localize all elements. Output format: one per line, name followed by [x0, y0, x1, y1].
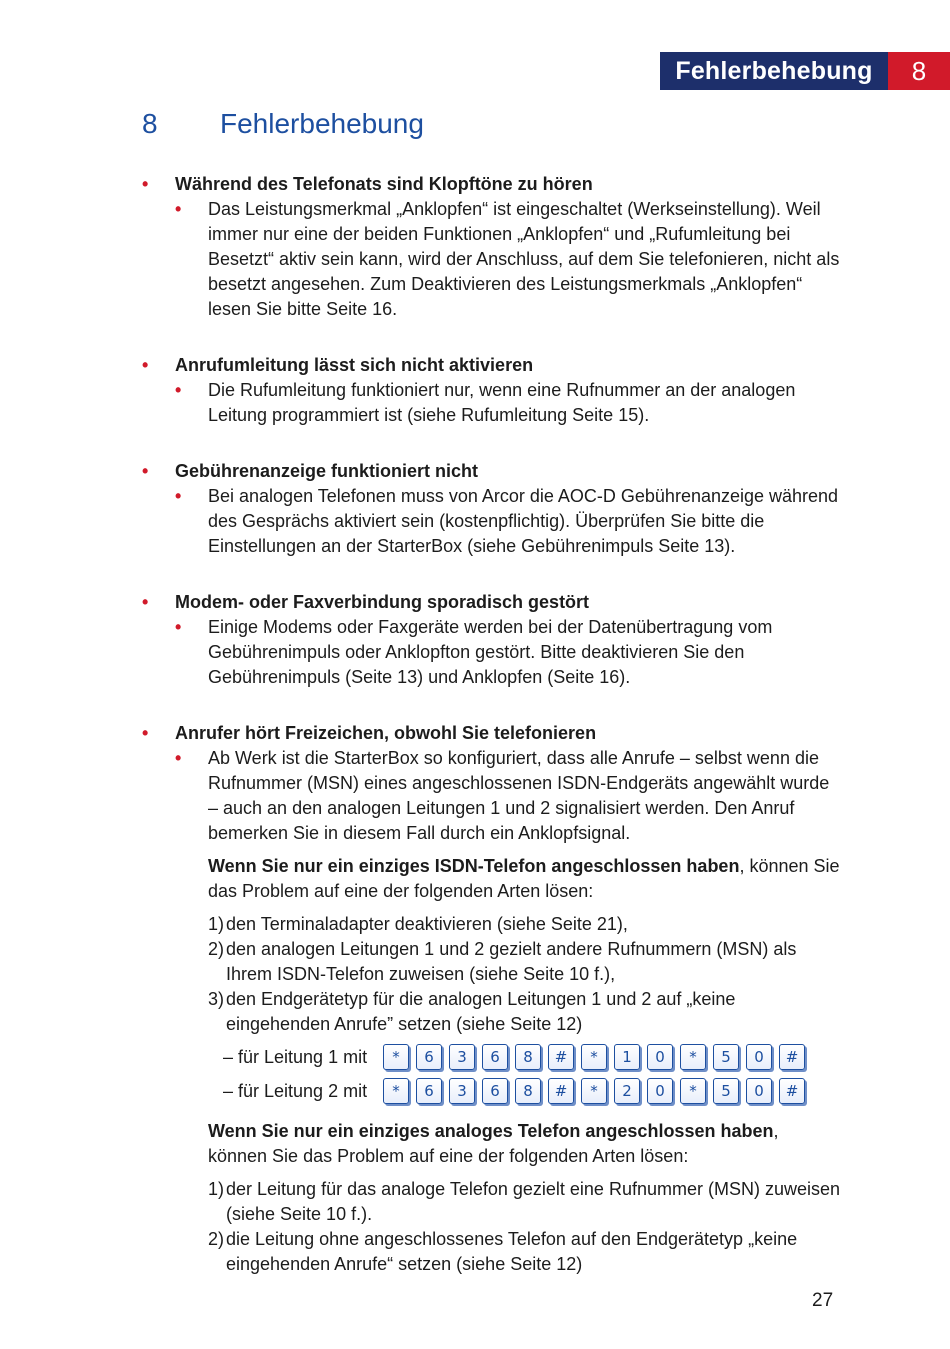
section-1: [142, 172, 842, 322]
key-line-label: – für Leitung 1 mit: [223, 1046, 368, 1067]
keypad-key-icon: 5: [713, 1044, 739, 1070]
section-text: Ab Werk ist die StarterBox so konfiguriert, dass alle Anrufe – selbst wenn die Rufnummer (MSN) eines angeschlossenen ISDN-Endgeräts angewählt wurde – auch an den analogen Leitungen 1 und 2 signalisiert werden. Den Anruf bemerken Sie in diesem Fall durch ein Anklopfsignal.: [208, 748, 830, 843]
keypad-key-icon: 0: [647, 1078, 673, 1104]
step-text: die Leitung ohne angeschlossenes Telefon auf den Endgerätetyp „keine eingehenden Anrufe“ setzen (siehe Seite 12): [226, 1229, 798, 1274]
chapter-header-tab: [660, 52, 950, 90]
header-title: Fehlerbehebung: [660, 52, 888, 90]
key-line-1: [223, 1043, 842, 1071]
keypad-key-icon: *: [680, 1044, 706, 1070]
step-text: den analogen Leitungen 1 und 2 gezielt andere Rufnummern (MSN) als Ihrem ISDN-Telefon zuweisen (siehe Seite 10 f.),: [226, 939, 797, 984]
step-number: 1): [208, 914, 225, 934]
bullet-icon: •: [142, 174, 149, 194]
section-text: Bei analogen Telefonen muss von Arcor die AOC-D Gebührenanzeige während des Gesprächs aktiviert sein (kostenpflichtig). Überprüfen Sie bitte die Einstellungen an der StarterBox (siehe Gebührenimpuls Seite 13).: [208, 486, 839, 556]
bullet-icon: •: [142, 355, 149, 375]
section-text: Die Rufumleitung funktioniert nur, wenn eine Rufnummer an der analogen Leitung programmiert ist (siehe Rufumleitung Seite 15).: [208, 380, 796, 425]
list-item: [208, 1227, 842, 1277]
isdn-case-rest: , können Sie das Problem auf eine der folgenden Arten lösen:: [208, 856, 840, 901]
keypad-key-icon: #: [779, 1044, 805, 1070]
page-content: [142, 172, 842, 1308]
section-3: [142, 459, 842, 559]
list-item: [208, 1177, 842, 1227]
section-heading: Anrufumleitung lässt sich nicht aktivieren: [175, 355, 534, 375]
step-number: 3): [208, 989, 225, 1009]
chapter-number: 8: [142, 108, 158, 139]
keypad-key-icon: *: [680, 1078, 706, 1104]
step-number: 2): [208, 939, 225, 959]
keypad-key-icon: 8: [515, 1044, 541, 1070]
keypad-key-icon: 8: [515, 1078, 541, 1104]
keypad-key-icon: 3: [449, 1078, 475, 1104]
step-text: der Leitung für das analoge Telefon gezielt eine Rufnummer (MSN) zuweisen (siehe Seite 10 f.).: [226, 1179, 841, 1224]
section-heading: Anrufer hört Freizeichen, obwohl Sie telefonieren: [175, 723, 597, 743]
step-text: den Endgerätetyp für die analogen Leitungen 1 und 2 auf „keine eingehenden Anrufe” setzen (siehe Seite 12): [226, 989, 736, 1034]
keypad-key-icon: *: [581, 1078, 607, 1104]
section-text: Einige Modems oder Faxgeräte werden bei der Datenübertragung vom Gebührenimpuls oder Anklopfton gestört. Bitte deaktivieren Sie den Gebührenimpuls (Seite 13) und Anklopfen (Seite 16).: [208, 617, 773, 687]
keypad-key-icon: 0: [647, 1044, 673, 1070]
analog-case-rest: , können Sie das Problem auf eine der folgenden Arten lösen:: [208, 1121, 779, 1166]
section-4: [142, 590, 842, 690]
isdn-steps: [208, 912, 842, 1037]
keypad-key-icon: *: [383, 1078, 409, 1104]
keypad-key-icon: 5: [713, 1078, 739, 1104]
keypad-key-icon: 0: [746, 1044, 772, 1070]
section-heading: Gebührenanzeige funktioniert nicht: [175, 461, 479, 481]
page-number: 27: [812, 1290, 834, 1311]
isdn-case-bold: Wenn Sie nur ein einziges ISDN-Telefon angeschlossen haben: [208, 856, 740, 876]
keypad-key-icon: 3: [449, 1044, 475, 1070]
bullet-icon: •: [175, 748, 182, 768]
bullet-icon: •: [175, 617, 182, 637]
section-heading: Modem- oder Faxverbindung sporadisch gestört: [175, 592, 590, 612]
keypad-key-icon: #: [548, 1078, 574, 1104]
bullet-icon: •: [142, 461, 149, 481]
keypad-key-icon: *: [383, 1044, 409, 1070]
keypad-key-icon: 6: [416, 1078, 442, 1104]
key-line-2: [223, 1077, 842, 1105]
chapter-heading: [142, 108, 424, 140]
key-sequences: [208, 1043, 842, 1105]
key-line-label: – für Leitung 2 mit: [223, 1080, 368, 1101]
bullet-icon: •: [175, 380, 182, 400]
keypad-key-icon: 6: [482, 1044, 508, 1070]
keypad-key-icon: #: [548, 1044, 574, 1070]
section-heading: Während des Telefonats sind Klopftöne zu hören: [175, 174, 593, 194]
list-item: [208, 987, 842, 1037]
chapter-title: Fehlerbehebung: [220, 108, 424, 139]
isdn-case-paragraph: [208, 854, 842, 904]
keypad-key-icon: 6: [482, 1078, 508, 1104]
keypad-key-icon: 0: [746, 1078, 772, 1104]
analog-case-paragraph: [208, 1119, 842, 1169]
key-sequence: [383, 1044, 805, 1070]
keypad-key-icon: #: [779, 1078, 805, 1104]
section-2: [142, 353, 842, 428]
keypad-key-icon: *: [581, 1044, 607, 1070]
keypad-key-icon: 6: [416, 1044, 442, 1070]
step-number: 1): [208, 1179, 225, 1199]
key-sequence: [383, 1078, 805, 1104]
section-5: [142, 721, 842, 1277]
keypad-key-icon: 1: [614, 1044, 640, 1070]
bullet-icon: •: [142, 592, 149, 612]
analog-steps: [208, 1177, 842, 1277]
section-text: Das Leistungsmerkmal „Anklopfen“ ist eingeschaltet (Werkseinstellung). Weil immer nur eine der beiden Funktionen „Anklopfen“ und „Rufumleitung bei Besetzt“ aktiv sein kann, wird der Anschluss, auf dem Sie telefonieren, nicht als besetzt angesehen. Zum Deaktivieren des Leistungsmerkmals „Anklopfen“ lesen Sie bitte Seite 16.: [208, 199, 840, 319]
bullet-icon: •: [142, 723, 149, 743]
list-item: [208, 912, 842, 937]
bullet-icon: •: [175, 199, 182, 219]
step-text: den Terminaladapter deaktivieren (siehe Seite 21),: [226, 914, 628, 934]
analog-case-bold: Wenn Sie nur ein einziges analoges Telefon angeschlossen haben: [208, 1121, 774, 1141]
list-item: [208, 937, 842, 987]
header-chapter-number: 8: [888, 52, 950, 90]
step-number: 2): [208, 1229, 225, 1249]
keypad-key-icon: 2: [614, 1078, 640, 1104]
bullet-icon: •: [175, 486, 182, 506]
